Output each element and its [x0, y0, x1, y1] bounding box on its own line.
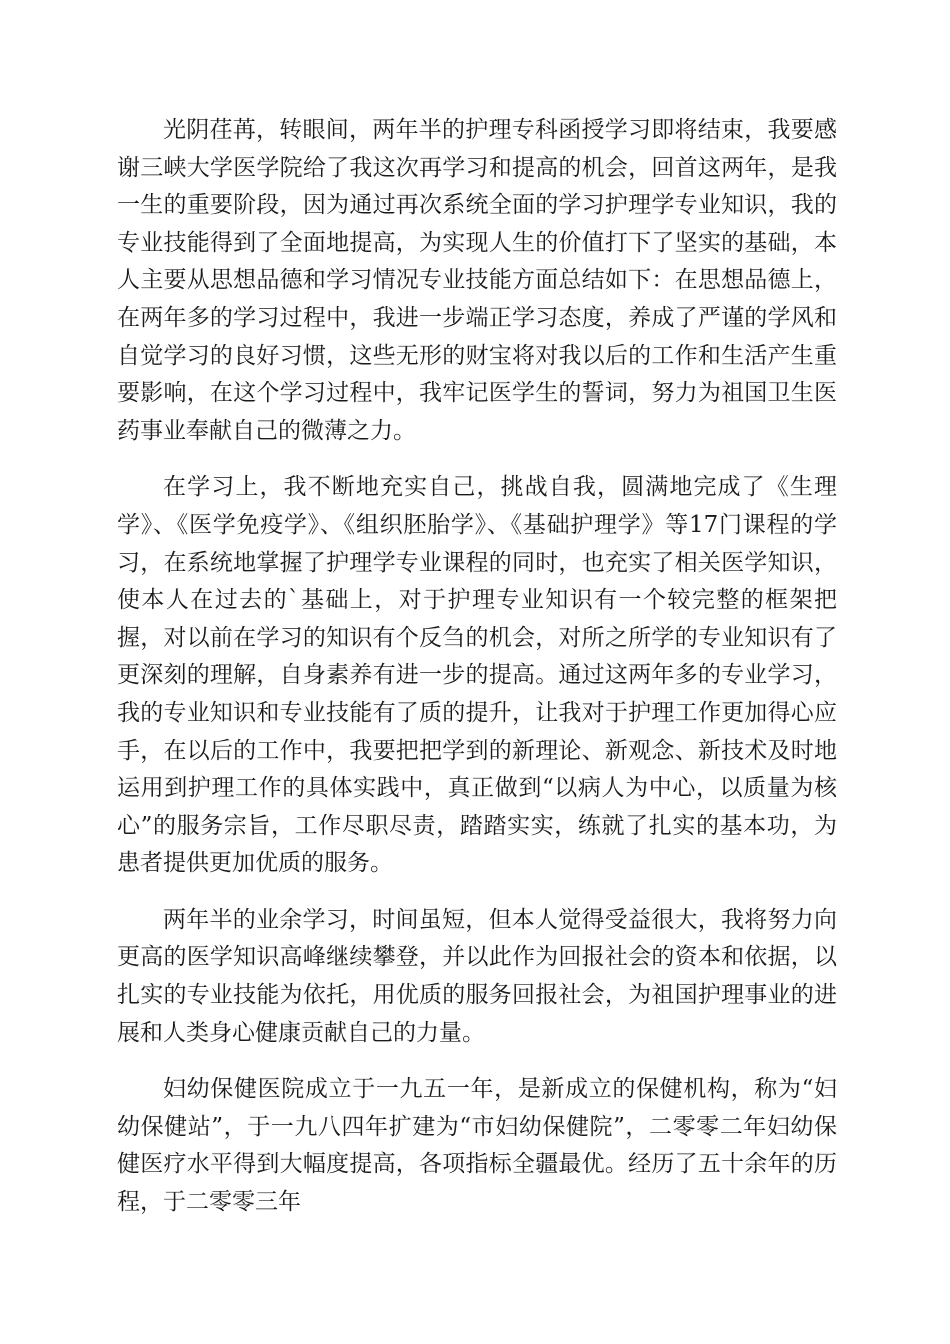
paragraph-study-summary: 光阴荏苒，转眼间，两年半的护理专科函授学习即将结束，我要感谢三峡大学医学院给了我这次再学习和提高的机会，回首这两年，是我一生的重要阶段，因为通过再次系统全面的学习护理学专业知识，我的专业技能得到了全面地提高，为实现人生的价值打下了坚实的基础，本人主要从思想品德和学习情况专业技能方面总结如下：在思想品德上，在两年多的学习过程中，我进一步端正学习态度，养成了严谨的学风和自觉学习的良好习惯，这些无形的财宝将对我以后的工作和生活产生重要影响，在这个学习过程中，我牢记医学生的誓词，努力为祖国卫生医药事业奉献自己的微薄之力。 — [117, 117, 837, 444]
paragraph-learning: 在学习上，我不断地充实自己，挑战自我，圆满地完成了《生理学》、《医学免疫学》、《组织胚胎学》、《基础护理学》等17门课程的学习，在系统地掌握了护理学专业课程的同时，也充实了相关医学知识，使本人在过去的`基础上，对于护理专业知识有一个较完整的框架把握，对以前在学习的知识有个反刍的机会，对所之所学的专业知识有了更深刻的理解，自身素养有进一步的提高。通过这两年多的专业学习，我的专业知识和专业技能有了质的提升，让我对于护理工作更加得心应手，在以后的工作中，我要把把学到的新理论、新观念、新技术及时地运用到护理工作的具体实践中，真正做到“以病人为中心，以质量为核心”的服务宗旨，工作尽职尽责，踏踏实实，练就了扎实的基本功，为患者提供更加优质的服务。 — [117, 474, 837, 877]
document-page — [117, 112, 837, 1241]
paragraph-hospital-history: 妇幼保健医院成立于一九五一年，是新成立的保健机构，称为“妇幼保健站”，于一九八四年扩建为“市妇幼保健院”，二零零二年妇幼保健医疗水平得到大幅度提高，各项指标全疆最优。经历了五十余年的历程，于二零零三年 — [117, 1076, 837, 1216]
paragraph-conclusion: 两年半的业余学习，时间虽短，但本人觉得受益很大，我将努力向更高的医学知识高峰继续攀登，并以此作为回报社会的资本和依据，以扎实的专业技能为依托，用优质的服务回报社会，为祖国护理事业的进展和人类身心健康贡献自己的力量。 — [117, 906, 837, 1046]
